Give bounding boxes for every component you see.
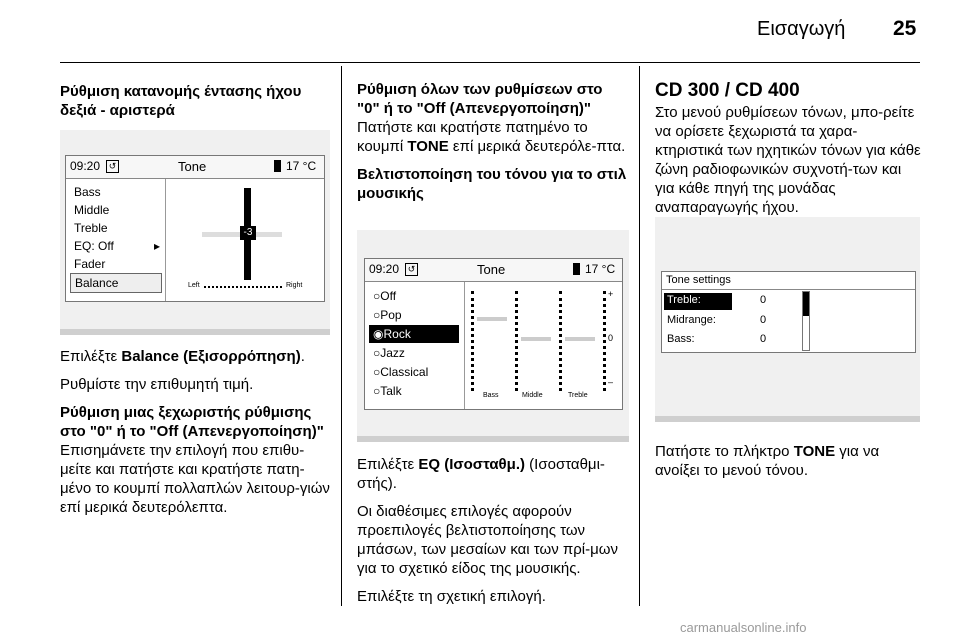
heading-single-reset: Ρύθμιση μιας ξεχωριστής ρύθμισης στο "0" ή το "Off (Απενεργοποίηση)" <box>60 404 324 440</box>
screen2-time: 09:20 <box>369 262 400 276</box>
scale-plus: + <box>608 289 614 299</box>
bass-level <box>477 317 507 321</box>
radio-icon: ○ <box>373 289 381 303</box>
menu-fader[interactable]: Fader <box>74 257 106 271</box>
select-balance-bold: Balance (Εξισορρόπηση) <box>121 348 301 365</box>
press-tone-text <box>655 442 920 480</box>
screen3-title: Tone settings <box>666 274 731 286</box>
back-icon[interactable]: ↺ <box>106 160 119 173</box>
column-divider-2 <box>639 66 640 606</box>
screen3-rule <box>662 289 915 290</box>
column-divider-1 <box>341 66 342 606</box>
setting-midrange-value: 0 <box>760 314 767 326</box>
radio-selected-icon: ◉ <box>373 327 384 341</box>
screen2-temp: 17 °C <box>585 262 616 276</box>
screen2-title: Tone <box>477 262 506 277</box>
header-rule <box>60 62 920 63</box>
heading-cd: CD 300 / CD 400 <box>655 80 800 101</box>
select-eq-pre: Επιλέξτε <box>357 456 419 473</box>
heading-eq: Βελτιστοποίηση του τόνου για το στιλ μουσικής <box>357 166 627 202</box>
column-1-body <box>60 347 330 526</box>
select-balance-post: . <box>300 348 305 365</box>
eq-column-4 <box>603 291 606 391</box>
eq-classical[interactable] <box>369 363 428 381</box>
balance-dots <box>204 286 282 288</box>
eq-pop-label: Pop <box>380 308 402 322</box>
scrollbar-thumb[interactable] <box>803 292 809 316</box>
screen2-panel-bottom <box>357 436 629 442</box>
eq-column-3 <box>559 291 562 391</box>
screen3-panel <box>655 217 920 422</box>
page-header-title: Εισαγωγή <box>757 18 846 40</box>
select-option-text: Επιλέξτε τη σχετική επιλογή. <box>357 588 546 605</box>
column-2-body <box>357 455 632 615</box>
setting-bass-label[interactable]: Bass: <box>667 333 695 345</box>
screen3-display <box>661 271 916 353</box>
select-eq-post: (Ισοσταθμι-στής). <box>357 456 605 492</box>
page-number: 25 <box>893 17 917 40</box>
screen1-panel-bottom <box>60 329 330 335</box>
settings-scrollbar[interactable] <box>802 291 810 351</box>
eq-jazz-label: Jazz <box>380 346 405 360</box>
menu-eq[interactable] <box>70 237 160 255</box>
press-tone-post: για να ανοίξει το μενού τόνου. <box>655 443 880 479</box>
screen1-divider <box>165 179 166 301</box>
reset-all-bold: TONE <box>407 138 449 155</box>
eq-column-1 <box>471 291 474 391</box>
heading-reset-all: Ρύθμιση όλων των ρυθμίσεων στο "0" ή το "Off (Απενεργοποίηση)" <box>357 81 603 117</box>
thermometer-icon <box>573 263 580 275</box>
eq-classical-label: Classical <box>380 365 429 379</box>
heading-balance: Ρύθμιση κατανομής έντασης ήχου δεξιά - αριστερά <box>60 83 302 119</box>
menu-eq-label: EQ: Off <box>74 239 114 253</box>
cd-intro-text: Στο μενού ρυθμίσεων τόνων, μπο-ρείτε να ορίσετε ξεχωριστά τα χαρα-κτηριστικά των ηχητικών τόνων για κάθε ζώνη ραδιοφωνικών συχνοτή-των και για κάθε πηγή της μονάδας αναπαραγωγής ήχου. <box>655 104 921 216</box>
scale-zero: 0 <box>608 333 614 343</box>
select-balance-pre: Επιλέξτε <box>60 348 122 365</box>
balance-left-label: Left <box>188 282 200 289</box>
eq-jazz[interactable] <box>369 344 405 362</box>
screen2-panel <box>357 230 629 442</box>
screen1-time: 09:20 <box>70 159 101 173</box>
screen2-divider <box>464 282 465 409</box>
select-balance-text <box>60 347 330 366</box>
reset-all-body <box>357 118 629 156</box>
column-1 <box>60 82 328 129</box>
select-eq-text <box>357 455 632 493</box>
eq-talk[interactable] <box>369 382 402 400</box>
column-3 <box>655 80 923 226</box>
press-tone-pre: Πατήστε το πλήκτρο <box>655 443 794 460</box>
menu-balance[interactable]: Balance <box>70 273 162 293</box>
back-icon[interactable]: ↺ <box>405 263 418 276</box>
reset-all-pre: Πατήστε και κρατήστε πατημένο το κουμπί <box>357 119 588 155</box>
menu-middle[interactable]: Middle <box>74 203 110 217</box>
column-2 <box>357 80 629 212</box>
label-middle: Middle <box>522 392 543 399</box>
setting-bass-value: 0 <box>760 333 767 345</box>
menu-bass[interactable]: Bass <box>74 185 101 199</box>
thermometer-icon <box>274 160 281 172</box>
eq-off-label: Off <box>380 289 397 303</box>
menu-treble[interactable]: Treble <box>74 221 108 235</box>
screen1-title: Tone <box>178 159 207 174</box>
scale-minus: – <box>608 377 614 387</box>
label-treble: Treble <box>568 392 588 399</box>
watermark: carmanualsonline.info <box>680 620 807 635</box>
radio-icon: ○ <box>373 365 381 379</box>
adjust-text: Ρυθμίστε την επιθυμητή τιμή. <box>60 376 254 393</box>
setting-treble-value: 0 <box>760 294 767 306</box>
chevron-right-icon: ▸ <box>153 239 160 253</box>
label-bass: Bass <box>483 392 499 399</box>
reset-all-post: επί μερικά δευτερόλε-πτα. <box>448 138 626 155</box>
eq-talk-label: Talk <box>380 384 402 398</box>
select-eq-bold: EQ (Ισοσταθμ.) <box>418 456 526 473</box>
eq-column-2 <box>515 291 518 391</box>
screen3-panel-bottom <box>655 416 920 422</box>
treble-level <box>565 337 595 341</box>
screen1-panel <box>60 130 330 335</box>
eq-rock[interactable] <box>369 325 459 343</box>
screen1-temp: 17 °C <box>286 159 317 173</box>
press-tone-bold: TONE <box>793 443 836 460</box>
eq-pop[interactable] <box>369 306 402 324</box>
middle-level <box>521 337 551 341</box>
setting-treble-label[interactable]: Treble: <box>667 294 701 306</box>
radio-icon: ○ <box>373 384 381 398</box>
single-reset-body: Επισημάνετε την επιλογή που επιθυ-μείτε και πατήστε και κρατήστε πατη-μένο το κουμπί πολλαπλών λειτουρ-γιών επί μερικά δευτερόλεπτα. <box>60 442 330 516</box>
column-3-body <box>655 442 920 489</box>
setting-midrange-label[interactable]: Midrange: <box>667 314 716 326</box>
eq-off[interactable] <box>369 287 396 305</box>
eq-rock-label: Rock <box>383 327 411 341</box>
balance-value: -3 <box>240 226 256 240</box>
screen1-status-bar <box>66 156 324 179</box>
screen2-status-bar <box>365 259 622 282</box>
eq-options-text: Οι διαθέσιμες επιλογές αφορούν προεπιλογές βελτιστοποίησης των μπάσων, των μεσαίων και των πρί-μων για το σχετικό είδος της μουσικής. <box>357 503 618 577</box>
radio-icon: ○ <box>373 346 381 360</box>
screen1-display <box>65 155 325 302</box>
balance-right-label: Right <box>286 282 303 289</box>
radio-icon: ○ <box>373 308 381 322</box>
screen2-display <box>364 258 623 410</box>
